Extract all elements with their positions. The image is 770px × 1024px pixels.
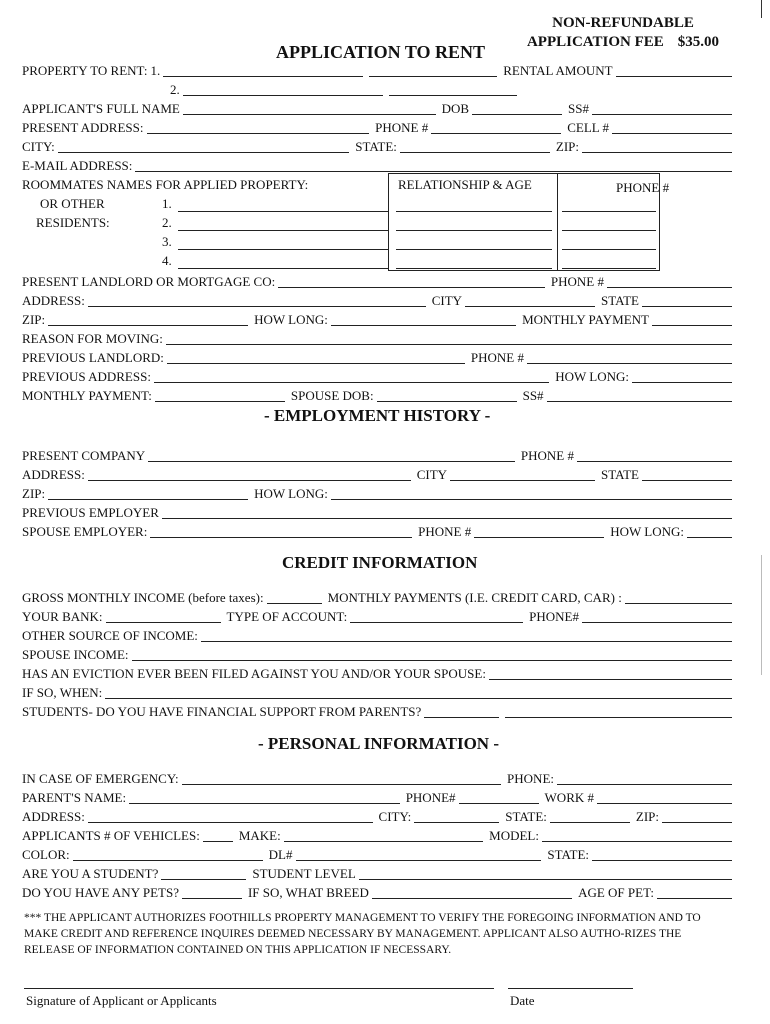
present-address-field[interactable] (147, 121, 370, 134)
spouse-how-long-label: HOW LONG: (610, 524, 684, 539)
company-address-label: ADDRESS: (22, 467, 85, 482)
spouse-dob-label: SPOUSE DOB: (290, 388, 374, 403)
relationship-4-field[interactable] (396, 256, 552, 269)
landlord-phone-field[interactable] (607, 275, 732, 288)
reason-field[interactable] (166, 332, 732, 345)
students-support-extra-field[interactable] (505, 705, 732, 718)
student-level-field[interactable] (359, 867, 732, 880)
residents-label: RESIDENTS: (36, 215, 110, 230)
spouse-ssn-label: SS# (522, 388, 544, 403)
parent-name-label: PARENT'S NAME: (22, 790, 127, 805)
spouse-income-label: SPOUSE INCOME: (22, 647, 129, 662)
eviction-when-label: IF SO, WHEN: (22, 685, 103, 700)
fee-line2: APPLICATION FEE (526, 34, 664, 50)
email-field[interactable] (135, 159, 732, 172)
reason-label: REASON FOR MOVING: (22, 331, 163, 346)
parent-zip-field[interactable] (662, 810, 732, 823)
company-city-field[interactable] (450, 468, 595, 481)
email-label: E-MAIL ADDRESS: (22, 158, 133, 173)
page-title: APPLICATION TO RENT (276, 42, 486, 62)
relationship-1-field[interactable] (396, 199, 552, 212)
company-how-long-label: HOW LONG: (254, 486, 328, 501)
landlord-address-label: ADDRESS: (22, 293, 85, 308)
spouse-employer-label: SPOUSE EMPLOYER: (22, 524, 148, 539)
dl-field[interactable] (296, 848, 542, 861)
landlord-address-field[interactable] (88, 294, 426, 307)
spouse-dob-field[interactable] (377, 389, 517, 402)
parent-address-field[interactable] (88, 810, 373, 823)
company-state-label: STATE (601, 467, 639, 482)
parent-city-label: CITY: (378, 809, 412, 824)
relationship-3-field[interactable] (396, 237, 552, 250)
property-1-field[interactable] (163, 64, 363, 77)
prev-landlord-phone-label: PHONE # (470, 350, 524, 365)
relationship-header: RELATIONSHIP & AGE (398, 177, 532, 192)
emergency-phone-field[interactable] (557, 772, 732, 785)
phone-field[interactable] (431, 121, 561, 134)
previous-address-field[interactable] (154, 370, 549, 383)
present-landlord-label: PRESENT LANDLORD OR MORTGAGE CO: (22, 274, 276, 289)
pets-field[interactable] (182, 886, 242, 899)
breed-field[interactable] (372, 886, 572, 899)
city-label: CITY: (22, 139, 55, 154)
dl-state-field[interactable] (592, 848, 732, 861)
roommates-label: ROOMMATES NAMES FOR APPLIED PROPERTY: (22, 177, 309, 192)
ssn-label: SS# (568, 101, 589, 116)
other-income-field[interactable] (201, 629, 732, 642)
parent-zip-label: ZIP: (635, 809, 659, 824)
company-address-field[interactable] (88, 468, 411, 481)
company-state-field[interactable] (642, 468, 732, 481)
credit-heading: CREDIT INFORMATION (282, 553, 478, 572)
employment-heading: - EMPLOYMENT HISTORY - (264, 406, 491, 425)
previous-employer-field[interactable] (162, 506, 732, 519)
parent-city-field[interactable] (414, 810, 499, 823)
roommate-phone-1-field[interactable] (562, 199, 656, 212)
roommate-4-label: 4. (162, 253, 172, 268)
parent-state-field[interactable] (550, 810, 630, 823)
dl-label: DL# (268, 847, 293, 862)
company-how-long-field[interactable] (331, 487, 732, 500)
property-2-field[interactable] (183, 83, 383, 96)
make-label: MAKE: (238, 828, 281, 843)
emergency-label: IN CASE OF EMERGENCY: (22, 771, 179, 786)
roommate-4-field[interactable] (178, 256, 388, 269)
model-field[interactable] (542, 829, 732, 842)
date-field[interactable] (508, 988, 633, 989)
signature-label: Signature of Applicant or Applicants (26, 993, 217, 1008)
fee-amount: $35.00 (677, 34, 720, 50)
account-type-label: TYPE OF ACCOUNT: (226, 609, 348, 624)
present-company-field[interactable] (148, 449, 515, 462)
student-label: ARE YOU A STUDENT? (22, 866, 159, 881)
vehicles-label: APPLICANTS # OF VEHICLES: (22, 828, 200, 843)
bank-phone-field[interactable] (582, 610, 732, 623)
color-label: COLOR: (22, 847, 70, 862)
spouse-ssn-field[interactable] (547, 389, 732, 402)
roommate-1-field[interactable] (178, 199, 388, 212)
landlord-zip-label: ZIP: (22, 312, 46, 327)
pet-age-field[interactable] (657, 886, 732, 899)
eviction-when-field[interactable] (105, 686, 732, 699)
parent-state-label: STATE: (505, 809, 547, 824)
prev-landlord-phone-field[interactable] (527, 351, 732, 364)
company-zip-label: ZIP: (22, 486, 46, 501)
scan-edge-mark (761, 0, 762, 18)
roommate-3-field[interactable] (178, 237, 388, 250)
relationship-2-field[interactable] (396, 218, 552, 231)
vehicles-field[interactable] (203, 829, 233, 842)
rental-amount-field[interactable] (616, 64, 732, 77)
monthly-payment-label: MONTHLY PAYMENT (522, 312, 649, 327)
property-2-label: 2. (170, 82, 180, 97)
fee-line1: NON-REFUNDABLE (552, 15, 694, 31)
model-label: MODEL: (489, 828, 539, 843)
gross-income-field[interactable] (267, 591, 322, 604)
spouse-employer-phone-field[interactable] (474, 525, 604, 538)
roommate-phone-4-field[interactable] (562, 256, 656, 269)
emergency-phone-label: PHONE: (507, 771, 554, 786)
spouse-employer-field[interactable] (150, 525, 412, 538)
company-phone-field[interactable] (577, 449, 732, 462)
prev-monthly-field[interactable] (155, 389, 285, 402)
parent-work-field[interactable] (597, 791, 732, 804)
students-support-field[interactable] (424, 705, 499, 718)
parent-address-label: ADDRESS: (22, 809, 85, 824)
emergency-field[interactable] (182, 772, 501, 785)
color-field[interactable] (73, 848, 263, 861)
spouse-income-field[interactable] (132, 648, 732, 661)
scan-edge-mark (761, 555, 762, 675)
previous-landlord-label: PREVIOUS LANDLORD: (22, 350, 164, 365)
parent-phone-field[interactable] (459, 791, 539, 804)
signature-field[interactable] (24, 988, 494, 989)
breed-label: IF SO, WHAT BREED (247, 885, 369, 900)
property-2b-field[interactable] (389, 83, 517, 96)
landlord-city-label: CITY (431, 293, 463, 308)
state-label: STATE: (355, 139, 397, 154)
pets-label: DO YOU HAVE ANY PETS? (22, 885, 179, 900)
parent-work-label: WORK # (544, 790, 594, 805)
student-level-label: STUDENT LEVEL (252, 866, 356, 881)
ssn-field[interactable] (592, 102, 732, 115)
property-label: PROPERTY TO RENT: (22, 63, 148, 78)
monthly-payment-field[interactable] (652, 313, 732, 326)
bank-phone-label: PHONE# (529, 609, 579, 624)
pet-age-label: AGE OF PET: (578, 885, 654, 900)
cell-field[interactable] (612, 121, 732, 134)
property-1-label: 1. (150, 63, 161, 78)
roommate-phone-header: PHONE # (616, 180, 670, 195)
spouse-how-long-field[interactable] (687, 525, 732, 538)
rental-amount-label: RENTAL AMOUNT (503, 63, 613, 78)
other-income-label: OTHER SOURCE OF INCOME: (22, 628, 198, 643)
monthly-payments-field[interactable] (625, 591, 732, 604)
full-name-label: APPLICANT'S FULL NAME (22, 101, 180, 116)
roommate-1-label: 1. (162, 196, 172, 211)
zip-label: ZIP: (555, 139, 579, 154)
landlord-zip-field[interactable] (48, 313, 248, 326)
full-name-field[interactable] (183, 102, 436, 115)
previous-address-label: PREVIOUS ADDRESS: (22, 369, 151, 384)
prev-how-long-field[interactable] (632, 370, 732, 383)
dob-label: DOB (441, 101, 470, 116)
date-label: Date (510, 993, 535, 1008)
present-landlord-field[interactable] (278, 275, 545, 288)
eviction-label: HAS AN EVICTION EVER BEEN FILED AGAINST YOU AND/OR YOUR SPOUSE: (22, 666, 486, 681)
application-fee (518, 14, 728, 52)
personal-heading: - PERSONAL INFORMATION - (258, 734, 499, 753)
eviction-field[interactable] (489, 667, 732, 680)
dob-field[interactable] (472, 102, 562, 115)
company-zip-field[interactable] (48, 487, 248, 500)
cell-label: CELL # (567, 120, 609, 135)
roommate-phone-3-field[interactable] (562, 237, 656, 250)
roommate-2-label: 2. (162, 215, 172, 230)
landlord-how-long-label: HOW LONG: (254, 312, 328, 327)
zip-field[interactable] (582, 140, 732, 153)
account-type-field[interactable] (350, 610, 523, 623)
prev-monthly-label: MONTHLY PAYMENT: (22, 388, 152, 403)
present-address-label: PRESENT ADDRESS: (22, 120, 144, 135)
or-other-label: OR OTHER (40, 196, 105, 211)
student-field[interactable] (161, 867, 246, 880)
students-support-label: STUDENTS- DO YOU HAVE FINANCIAL SUPPORT FROM PARENTS? (22, 704, 422, 719)
landlord-state-label: STATE (601, 293, 639, 308)
monthly-payments-label: MONTHLY PAYMENTS (I.E. CREDIT CARD, CAR) : (327, 590, 622, 605)
property-1b-field[interactable] (369, 64, 497, 77)
authorization-notice: *** THE APPLICANT AUTHORIZES FOOTHILLS PROPERTY MANAGEMENT TO VERIFY THE FOREGOING INFORMATION AND TO MAKE CREDIT AND REFERENCE INQUIRES DEEMED NECESSARY BY MANAGEMENT. APPLICANT ALSO AUTHO-RIZES THE RELEASE OF INFORMATION CONTAINED ON THIS APPLICATION IF NECESSARY. (24, 912, 701, 956)
landlord-how-long-field[interactable] (331, 313, 516, 326)
roommate-phone-2-field[interactable] (562, 218, 656, 231)
parent-phone-label: PHONE# (405, 790, 456, 805)
prev-how-long-label: HOW LONG: (555, 369, 629, 384)
bank-field[interactable] (106, 610, 221, 623)
company-city-label: CITY (416, 467, 448, 482)
landlord-phone-label: PHONE # (550, 274, 604, 289)
landlord-state-field[interactable] (642, 294, 732, 307)
make-field[interactable] (284, 829, 483, 842)
roommate-3-label: 3. (162, 234, 172, 249)
roommate-2-field[interactable] (178, 218, 388, 231)
dl-state-label: STATE: (547, 847, 589, 862)
landlord-city-field[interactable] (465, 294, 595, 307)
spouse-employer-phone-label: PHONE # (418, 524, 472, 539)
gross-income-label: GROSS MONTHLY INCOME (before taxes): (22, 590, 264, 605)
previous-employer-label: PREVIOUS EMPLOYER (22, 505, 159, 520)
phone-label: PHONE # (375, 120, 429, 135)
company-phone-label: PHONE # (520, 448, 574, 463)
previous-landlord-field[interactable] (167, 351, 465, 364)
present-company-label: PRESENT COMPANY (22, 448, 146, 463)
parent-name-field[interactable] (129, 791, 400, 804)
bank-label: YOUR BANK: (22, 609, 103, 624)
city-field[interactable] (58, 140, 350, 153)
state-field[interactable] (400, 140, 550, 153)
